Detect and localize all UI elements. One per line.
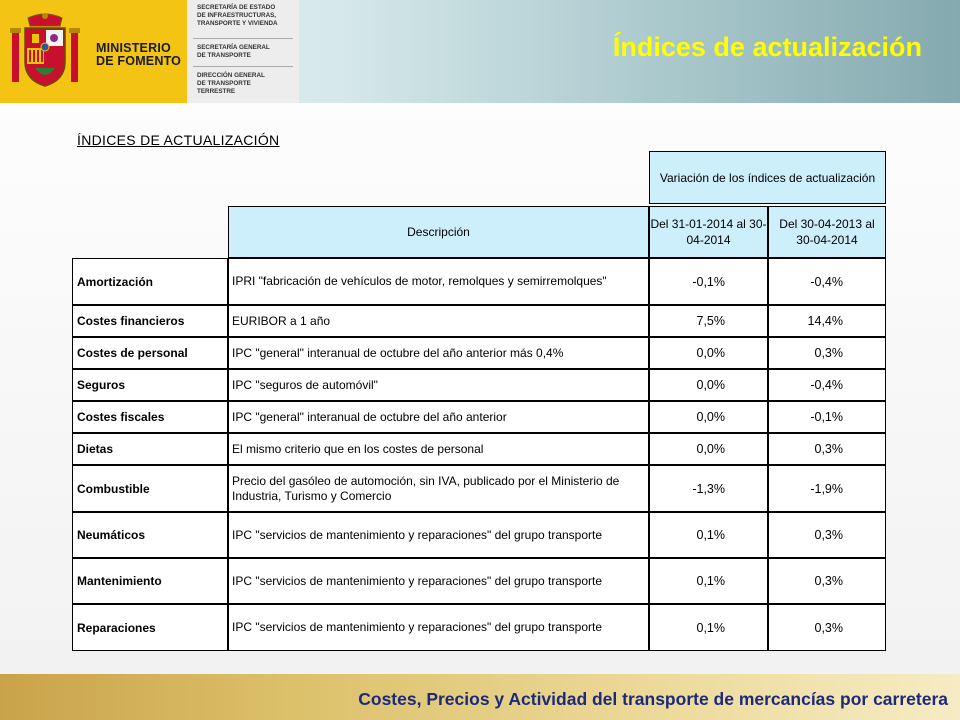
page-footer — [0, 674, 960, 720]
row-value-period-2: 14,4% — [768, 305, 886, 337]
column-header-period-1: Del 31-01-2014 al 30-04-2014 — [649, 206, 768, 258]
row-description: IPRI "fabricación de vehículos de motor, remolques y semirremolques" — [228, 258, 649, 305]
row-value-period-1: 0,1% — [649, 512, 768, 558]
secretaria-estado-line: DE INFRAESTRUCTURAS, — [197, 12, 277, 19]
row-description: IPC "general" interanual de octubre del año anterior más 0,4% — [228, 337, 649, 369]
row-value-period-2: 0,3% — [768, 337, 886, 369]
table-title: ÍNDICES DE ACTUALIZACIÓN — [77, 132, 280, 148]
row-value-period-2: -0,4% — [768, 258, 886, 305]
direccion-general-line: DE TRANSPORTE — [197, 80, 251, 87]
ministry-logo-block — [0, 0, 187, 103]
row-label: Costes de personal — [72, 337, 228, 369]
row-label: Costes fiscales — [72, 401, 228, 433]
row-value-period-1: -0,1% — [649, 258, 768, 305]
column-header-description: Descripción — [228, 206, 649, 258]
row-value-period-2: 0,3% — [768, 512, 886, 558]
column-header-period-2: Del 30-04-2013 al 30-04-2014 — [768, 206, 886, 258]
group-header: Variación de los índices de actualización — [649, 151, 886, 204]
secretaria-general — [197, 44, 270, 60]
secretaria-general-line: DE TRANSPORTE — [197, 52, 251, 59]
row-label: Reparaciones — [72, 604, 228, 651]
row-label: Costes financieros — [72, 305, 228, 337]
row-value-period-1: 0,1% — [649, 604, 768, 651]
secretaria-estado — [197, 4, 278, 28]
page-header — [0, 0, 960, 103]
row-label: Dietas — [72, 433, 228, 465]
row-value-period-2: 0,3% — [768, 433, 886, 465]
row-description: IPC "servicios de mantenimiento y reparaciones" del grupo transporte — [228, 512, 649, 558]
row-label: Seguros — [72, 369, 228, 401]
row-description: El mismo criterio que en los costes de personal — [228, 433, 649, 465]
divider — [193, 66, 293, 67]
secretaria-general-line: SECRETARÍA GENERAL — [197, 44, 270, 51]
row-value-period-2: 0,3% — [768, 604, 886, 651]
row-value-period-1: 0,0% — [649, 433, 768, 465]
row-value-period-2: 0,3% — [768, 558, 886, 604]
row-description: IPC "servicios de mantenimiento y reparaciones" del grupo transporte — [228, 558, 649, 604]
coat-of-arms-icon — [10, 12, 80, 92]
row-value-period-2: -0,1% — [768, 401, 886, 433]
row-description: IPC "general" interanual de octubre del año anterior — [228, 401, 649, 433]
divider — [193, 38, 293, 39]
row-label: Neumáticos — [72, 512, 228, 558]
row-value-period-1: -1,3% — [649, 465, 768, 512]
direccion-general-line: DIRECCIÓN GENERAL — [197, 72, 265, 79]
row-value-period-2: -0,4% — [768, 369, 886, 401]
row-value-period-1: 7,5% — [649, 305, 768, 337]
row-value-period-1: 0,1% — [649, 558, 768, 604]
row-value-period-1: 0,0% — [649, 337, 768, 369]
row-label: Combustible — [72, 465, 228, 512]
row-value-period-2: -1,9% — [768, 465, 886, 512]
secretaria-estado-line: SECRETARÍA DE ESTADO — [197, 4, 276, 11]
ministry-name-line2: DE FOMENTO — [96, 54, 182, 68]
row-label: Mantenimiento — [72, 558, 228, 604]
row-value-period-1: 0,0% — [649, 401, 768, 433]
page-title: Índices de actualización — [612, 32, 922, 62]
row-value-period-1: 0,0% — [649, 369, 768, 401]
direccion-general — [197, 72, 265, 96]
secretaria-estado-line: TRANSPORTE Y VIVIENDA — [197, 20, 278, 27]
ministry-name — [96, 42, 181, 68]
direccion-general-line: TERRESTRE — [197, 88, 236, 95]
row-label: Amortización — [72, 258, 228, 305]
row-description: IPC "seguros de automóvil" — [228, 369, 649, 401]
row-description: EURIBOR a 1 año — [228, 305, 649, 337]
footer-text: Costes, Precios y Actividad del transporte de mercancías por carretera — [358, 689, 948, 709]
row-description: IPC "servicios de mantenimiento y reparaciones" del grupo transporte — [228, 604, 649, 651]
ministry-name-line1: MINISTERIO — [96, 41, 171, 55]
row-description: Precio del gasóleo de automoción, sin IVA, publicado por el Ministerio de Industria, Turismo y Comercio — [228, 465, 649, 512]
